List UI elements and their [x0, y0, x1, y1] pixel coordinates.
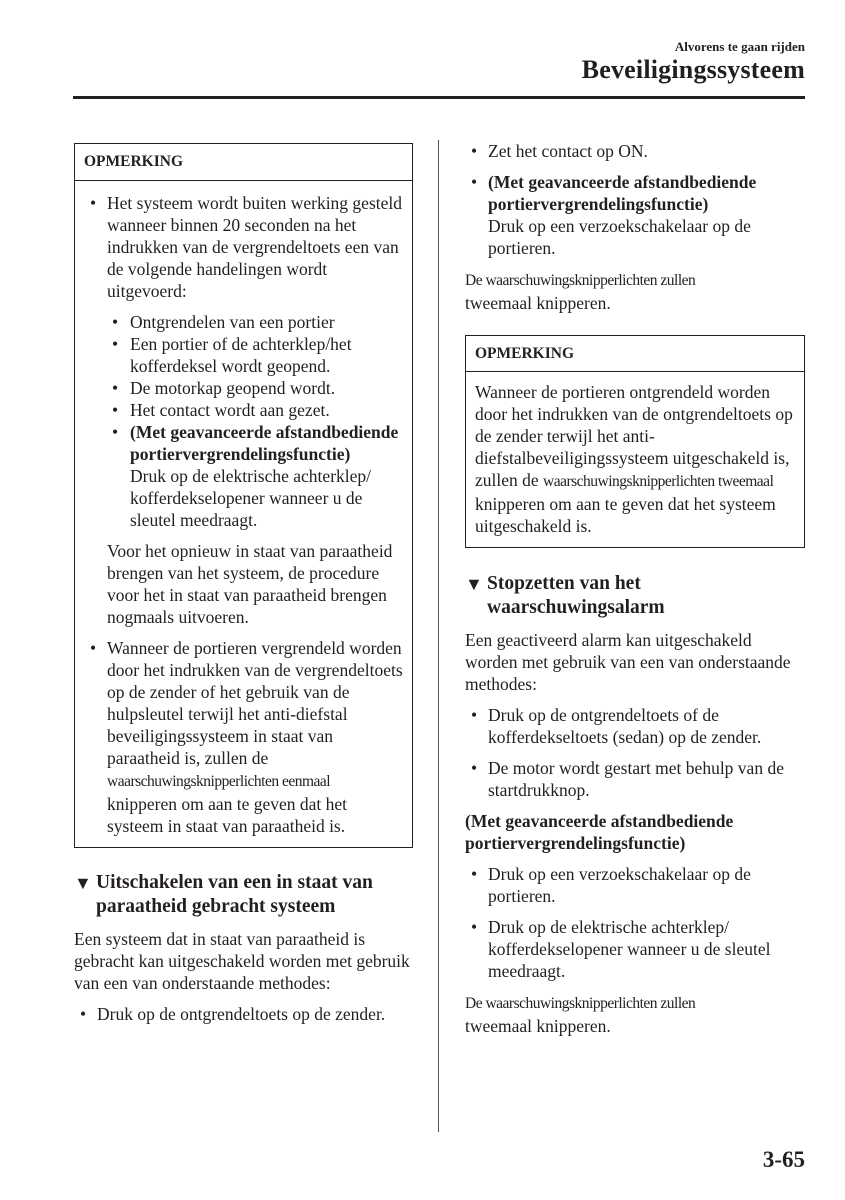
note-heading: OPMERKING: [75, 144, 412, 181]
right-bullet-2-bold: (Met geavanceerde afstandbediende portiervergrendelingsfunctie): [488, 172, 757, 214]
note-bullet-2-text-b: waarschuwingsknipperlichten eenmaal: [107, 773, 331, 790]
page-title: Beveiligingssysteem: [581, 55, 805, 84]
section-intro: Een geactiveerd alarm kan uitgeschakeld worden met gebruik van een van onderstaande methodes:: [465, 630, 791, 694]
note-body: [466, 372, 804, 547]
section-bullet: • Druk op de ontgrendeltoets op de zender.: [74, 1003, 413, 1025]
flash-text-a: De waarschuwingsknipperlichten zullen: [465, 272, 696, 289]
section-bullet: • Druk op een verzoekschakelaar op de portieren.: [465, 863, 805, 907]
sub-item: • Het contact wordt aan gezet.: [107, 399, 403, 421]
right-bullet-2: [465, 171, 805, 259]
page-number: 3-65: [762, 1147, 805, 1172]
note-bullet-2: [84, 637, 403, 837]
note-sub-list: [107, 311, 403, 531]
note-bullet-2-text-c: knipperen om aan te geven dat het systeem in staat van paraatheid is.: [107, 794, 348, 836]
triangle-down-icon: ▼: [74, 873, 92, 893]
note-bullet-1: [84, 192, 403, 628]
section-heading-text: Uitschakelen van een in staat van paraatheid gebracht systeem: [96, 872, 373, 917]
note-box-right: [465, 335, 805, 548]
column-divider: [438, 140, 439, 1132]
note-text-a: Wanneer de portieren ontgrendeld worden door het indrukken van de ontgrendeltoets op de zender terwijl het anti-diefstalbeveiligingssysteem uitgeschakeld is, zullen de: [475, 382, 793, 490]
section-heading-disarm: [74, 871, 413, 919]
sub-item: • Een portier of de achterklep/het kofferdeksel wordt geopend.: [107, 333, 403, 377]
flash-text: [465, 268, 805, 314]
flash-text: [465, 991, 805, 1037]
header-rule: [73, 96, 805, 99]
chapter-title: Alvorens te gaan rijden: [674, 39, 805, 54]
section-bullet-list: [74, 1003, 413, 1025]
note-text-c: knipperen om aan te geven dat het systeem uitgeschakeld is.: [475, 494, 776, 536]
section-bullet: • Druk op de elektrische achterklep/ kofferdekselopener wanneer u de sleutel meedraagt.: [465, 916, 805, 982]
flash-text-b: tweemaal knipperen.: [465, 1016, 611, 1036]
sub-item: • Ontgrendelen van een portier: [107, 311, 403, 333]
sub-item: • De motorkap geopend wordt.: [107, 377, 403, 399]
note-heading: OPMERKING: [466, 336, 804, 372]
sub-item-text: Druk op de elektrische achterklep/ kofferdekselopener wanneer u de sleutel meedraagt.: [130, 466, 372, 530]
note-text-b: waarschuwingsknipperlichten tweemaal: [543, 473, 774, 490]
section-bullet-list: [465, 704, 805, 801]
flash-text-a: De waarschuwingsknipperlichten zullen: [465, 995, 696, 1012]
note-rearm-text: Voor het opnieuw in staat van paraatheid brengen van het systeem, de procedure voor het in staat van paraatheid brengen nogmaals uitvoeren.: [107, 541, 393, 627]
note-bullet-2-text-a: Wanneer de portieren vergrendeld worden door het indrukken van de vergrendeltoets op de zender of het gebruik van de hulpsleutel terwijl het anti-diefstal beveiligingssysteem in staat van paraatheid is, zullen de: [107, 638, 403, 768]
right-bullet-1: • Zet het contact op ON.: [465, 140, 805, 162]
section-intro: Een systeem dat in staat van paraatheid is gebracht kan uitgeschakeld worden met gebruik van een van onderstaande methodes:: [74, 929, 410, 993]
section-heading-stop-alarm: [465, 572, 805, 620]
sub-item-bold: (Met geavanceerde afstandbediende portiervergrendelingsfunctie): [130, 422, 399, 464]
section-bullet: • De motor wordt gestart met behulp van de startdrukknop.: [465, 757, 805, 801]
right-bullet-list: [465, 140, 805, 259]
section-heading-text: Stopzetten van het waarschuwingsalarm: [487, 573, 665, 618]
flash-text-b: tweemaal knipperen.: [465, 293, 611, 313]
left-column: [74, 143, 413, 1025]
triangle-down-icon: ▼: [465, 574, 483, 594]
right-column: [465, 140, 805, 1037]
section-bullet-list-2: [465, 863, 805, 982]
right-bullet-2-text: Druk op een verzoekschakelaar op de portieren.: [488, 216, 751, 258]
note-bullet-list: [84, 192, 403, 837]
note-body: [75, 181, 412, 847]
note-bullet-1-text: Het systeem wordt buiten werking gesteld wanneer binnen 20 seconden na het indrukken van de vergrendeltoets een van de volgende handelingen wordt uitgevoerd:: [107, 193, 403, 301]
sub-item: [107, 421, 403, 531]
note-box-left: [74, 143, 413, 848]
section-subheading: (Met geavanceerde afstandbediende portiervergrendelingsfunctie): [465, 811, 734, 853]
section-bullet: • Druk op de ontgrendeltoets of de kofferdekseltoets (sedan) op de zender.: [465, 704, 805, 748]
